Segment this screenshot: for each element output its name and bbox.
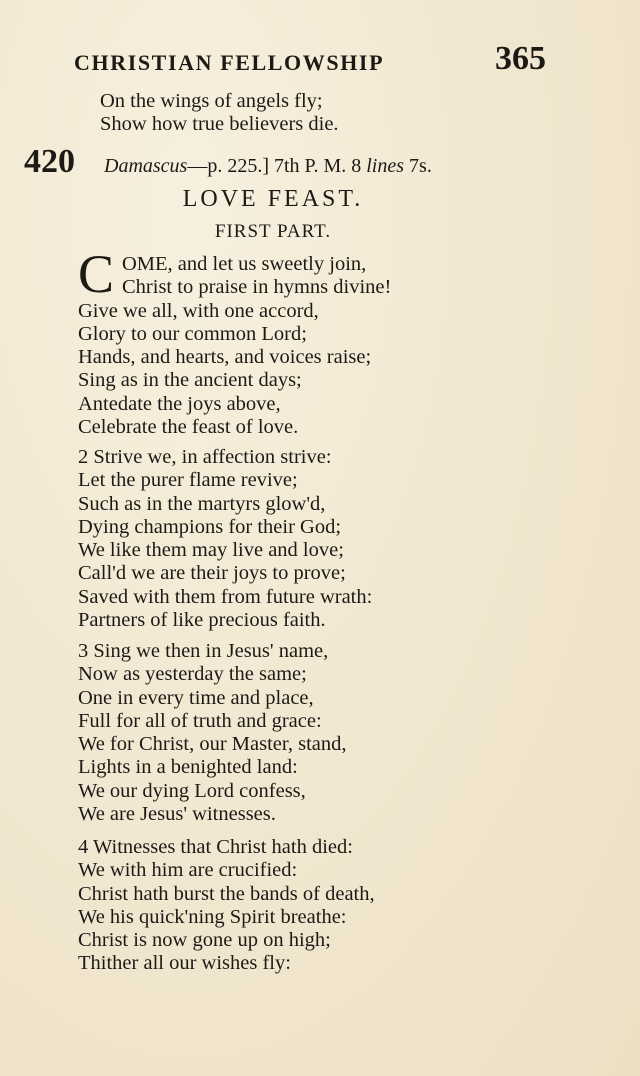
page-header: [74, 40, 554, 84]
carryover-lines: [100, 90, 339, 137]
stanza-4: [78, 836, 375, 976]
carryover-line: Show how true believers die.: [100, 113, 339, 136]
part-title: FIRST PART.: [214, 221, 332, 242]
tune-reference: —p. 225.] 7th P. M. 8: [187, 155, 367, 177]
stanza-3: [78, 640, 347, 826]
verse-line: 4 Witnesses that Christ hath died:: [78, 836, 353, 858]
verse-line: Partners of like precious faith.: [78, 609, 326, 632]
carryover-line: On the wings of angels fly;: [100, 90, 323, 112]
lines-word: lines: [366, 155, 405, 177]
running-title: CHRISTIAN FELLOWSHIP: [74, 50, 385, 75]
verse-line: 3 Sing we then in Jesus' name,: [78, 640, 329, 662]
verse-line: Hands, and hearts, and voices raise;: [78, 346, 372, 369]
verse-line: We like them may live and love;: [78, 539, 344, 562]
verse-line: We our dying Lord confess,: [78, 779, 306, 802]
verse-line: Antedate the joys above,: [78, 392, 281, 415]
hymn-heading: [24, 143, 584, 183]
verse-line: Such as in the martyrs glow'd,: [78, 492, 326, 515]
meter-tail: 7s.: [404, 155, 432, 177]
drop-cap: C: [78, 244, 115, 304]
verse-line: Let the purer flame revive;: [78, 469, 298, 492]
verse-line: Christ hath burst the bands of death,: [78, 882, 375, 905]
verse-line: Christ is now gone up on high;: [78, 929, 331, 952]
tune-line: [104, 155, 432, 178]
verse-line: We for Christ, our Master, stand,: [78, 733, 347, 756]
verse-line: 2 Strive we, in affection strive:: [78, 446, 332, 468]
verse-line: Dying champions for their God;: [78, 515, 342, 538]
verse-line: Glory to our common Lord;: [78, 322, 307, 345]
verse-line: We are Jesus' witnesses.: [78, 803, 276, 826]
verse-line: Celebrate the feast of love.: [78, 416, 299, 439]
stanza-1: [78, 244, 392, 439]
verse-line: One in every time and place,: [78, 686, 314, 709]
verse-line: Christ to praise in hymns divine!: [122, 276, 392, 299]
verse-line: Now as yesterday the same;: [78, 663, 307, 686]
verse-line: We his quick'ning Spirit breathe:: [78, 905, 347, 928]
verse-line: Full for all of truth and grace:: [78, 709, 322, 732]
first-line-text: OME, and let us sweetly join,: [122, 253, 367, 275]
verse-line: Sing as in the ancient days;: [78, 369, 302, 392]
tune-name: Damascus: [104, 155, 188, 177]
verse-line: Saved with them from future wrath:: [78, 585, 373, 608]
verse-line: Thither all our wishes fly:: [78, 952, 291, 975]
verse-line: Give we all, with one accord,: [78, 299, 319, 322]
page-number: 365: [495, 40, 546, 77]
verse-line: We with him are crucified:: [78, 859, 298, 882]
stanza-2: [78, 446, 372, 632]
verse-line: Call'd we are their joys to prove;: [78, 562, 346, 585]
verse-line: Lights in a benighted land:: [78, 756, 298, 779]
hymn-title: LOVE FEAST.: [182, 186, 364, 212]
hymn-number: 420: [24, 143, 75, 180]
